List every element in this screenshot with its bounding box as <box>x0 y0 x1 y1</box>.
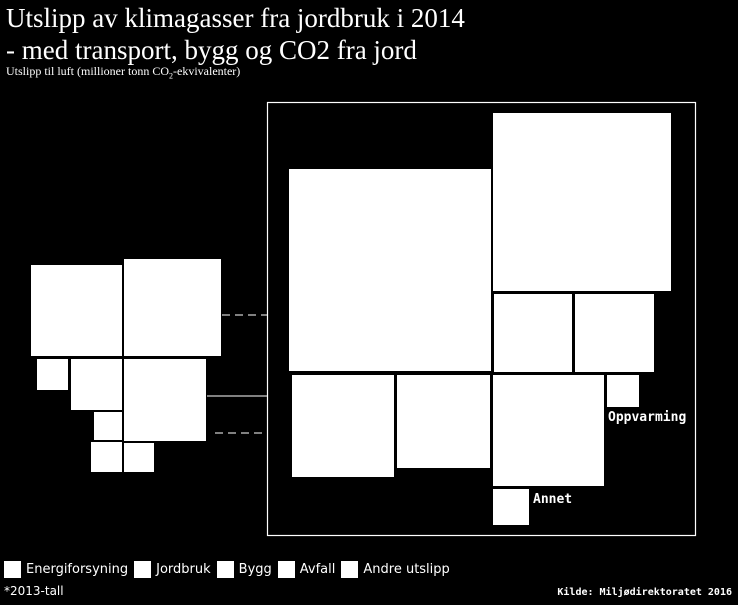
small-box-3 <box>37 359 68 390</box>
large-box-2 <box>493 113 671 291</box>
title-line-1: Utslipp av klimagasser fra jordbruk i 2014 <box>6 3 465 33</box>
legend-swatch <box>278 561 295 578</box>
legend-swatch <box>4 561 21 578</box>
subtitle-suffix: -ekvivalenter) <box>173 64 241 78</box>
legend-swatch <box>217 561 234 578</box>
subtitle-prefix: Utslipp til luft (millioner tonn CO <box>6 64 169 78</box>
small-box-4 <box>71 359 122 410</box>
large-box-6 <box>397 375 490 468</box>
small-box-8 <box>124 443 154 472</box>
source-credit: Kilde: Miljødirektoratet 2016 <box>557 587 732 598</box>
large-box-5 <box>292 375 394 477</box>
small-box-2 <box>124 259 221 356</box>
footnote: *2013-tall <box>4 584 64 598</box>
legend-item-energiforsyning <box>4 561 128 578</box>
large-box-1 <box>289 169 491 371</box>
small-box-7 <box>91 442 122 472</box>
large-box-4 <box>575 294 654 372</box>
large-box-7 <box>493 375 604 486</box>
legend-item-andre-utslipp <box>341 561 449 578</box>
subtitle-subscript: 2 <box>169 71 173 81</box>
legend-item-avfall <box>278 561 336 578</box>
legend-label: Andre utslipp <box>363 562 450 577</box>
small-box-6 <box>94 412 122 440</box>
legend-swatch <box>134 561 151 578</box>
large-box-annet <box>493 489 529 525</box>
large-box-3 <box>494 294 572 372</box>
label-oppvarming: Oppvarming <box>608 410 687 425</box>
legend <box>4 561 456 578</box>
legend-swatch <box>341 561 358 578</box>
large-box-oppvarming <box>607 375 639 407</box>
legend-label: Avfall <box>299 562 336 577</box>
legend-label: Jordbruk <box>156 562 211 577</box>
legend-label: Energiforsyning <box>26 562 129 577</box>
legend-item-jordbruk <box>134 561 211 578</box>
legend-label: Bygg <box>238 562 272 577</box>
legend-item-bygg <box>217 561 272 578</box>
label-annet: Annet <box>533 492 573 507</box>
title-line-2: - med transport, bygg og CO2 fra jord <box>6 35 417 65</box>
small-box-5 <box>124 359 206 441</box>
small-box-1 <box>31 265 122 356</box>
